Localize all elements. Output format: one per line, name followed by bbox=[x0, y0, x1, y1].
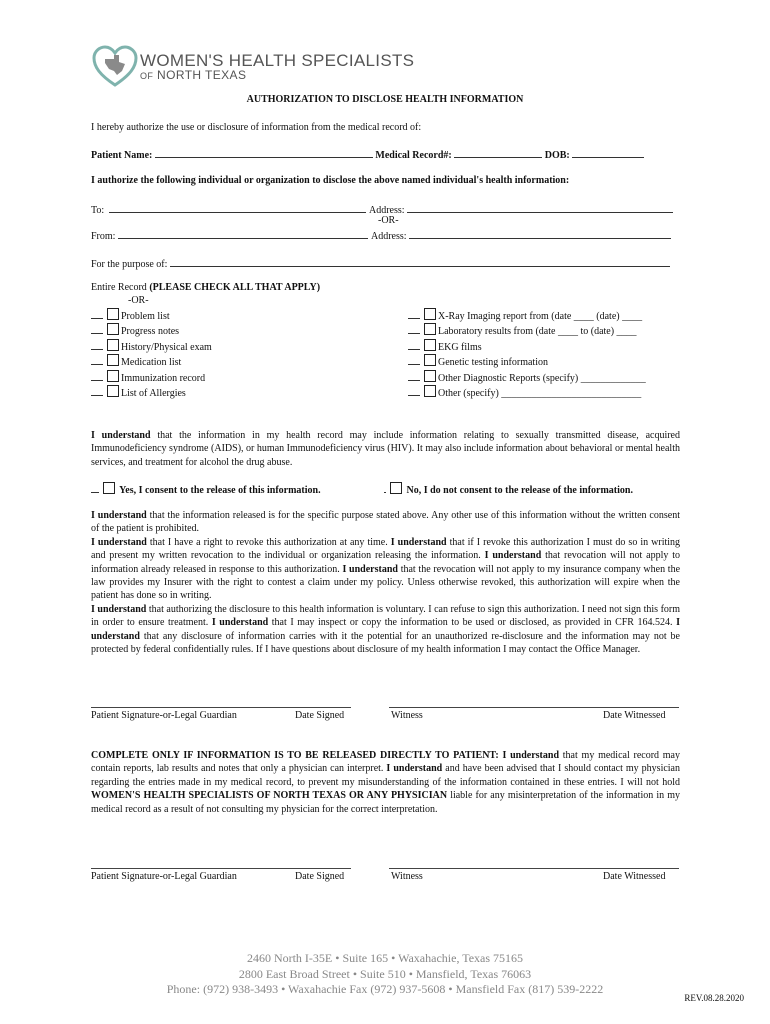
address-field-1[interactable] bbox=[407, 203, 673, 213]
entire-record-row bbox=[91, 282, 320, 293]
patient-signature-line-2[interactable] bbox=[91, 868, 351, 869]
patient-signature-label: Patient Signature-or-Legal Guardian bbox=[91, 710, 237, 721]
checkbox[interactable] bbox=[424, 370, 436, 382]
checklist-item[interactable]: Laboratory results from (date ____ to (date) ____ bbox=[408, 323, 646, 338]
checkbox[interactable] bbox=[424, 385, 436, 397]
checklist-item[interactable]: History/Physical exam bbox=[91, 339, 212, 354]
or-label-2: -OR- bbox=[128, 295, 149, 306]
patient-info-row bbox=[91, 148, 644, 161]
checkbox[interactable] bbox=[107, 339, 119, 351]
intro-text: I hereby authorize the use or disclosure of information from the medical record of: bbox=[91, 122, 422, 133]
to-row bbox=[91, 203, 366, 216]
date-signed-label: Date Signed bbox=[295, 710, 345, 721]
authorize-heading: I authorize the following individual or organization to disclose the above named individual's health information: bbox=[91, 175, 570, 186]
address-field-2[interactable] bbox=[409, 229, 671, 239]
purpose-field[interactable] bbox=[170, 257, 670, 267]
from-label: From: bbox=[91, 231, 116, 242]
consent-no[interactable] bbox=[384, 482, 633, 496]
purpose-label: For the purpose of: bbox=[91, 259, 168, 270]
date-signed-label-2: Date Signed bbox=[295, 871, 345, 882]
checkbox[interactable] bbox=[107, 308, 119, 320]
witness-label: Witness bbox=[391, 710, 423, 721]
footer-address bbox=[0, 951, 770, 998]
dob-field[interactable] bbox=[572, 148, 644, 158]
address-label-2: Address: bbox=[371, 231, 407, 242]
patient-name-label: Patient Name: bbox=[91, 150, 153, 161]
consent-yes-label: Yes, I consent to the release of this information. bbox=[119, 485, 321, 496]
left-checklist bbox=[91, 308, 212, 400]
address-row-2 bbox=[371, 229, 671, 242]
medical-record-field[interactable] bbox=[454, 148, 542, 158]
checklist-item[interactable]: List of Allergies bbox=[91, 385, 212, 400]
checklist-item[interactable]: Medication list bbox=[91, 354, 212, 369]
from-field[interactable] bbox=[118, 229, 368, 239]
medical-record-label: Medical Record#: bbox=[375, 150, 452, 161]
patient-signature-line[interactable] bbox=[91, 707, 351, 708]
witness-signature-line[interactable] bbox=[389, 707, 679, 708]
address-label: Address: bbox=[369, 205, 405, 216]
checklist-item[interactable]: Other (specify) ____________________________ bbox=[408, 385, 646, 400]
witness-label-2: Witness bbox=[391, 871, 423, 882]
to-field[interactable] bbox=[109, 203, 366, 213]
checkbox[interactable] bbox=[424, 308, 436, 320]
address-row-1 bbox=[369, 203, 673, 216]
check-all-note: (PLEASE CHECK ALL THAT APPLY) bbox=[149, 282, 321, 293]
checklist-item[interactable]: Problem list bbox=[91, 308, 212, 323]
checklist-item[interactable]: EKG films bbox=[408, 339, 646, 354]
checklist-item[interactable]: Other Diagnostic Reports (specify) _____________ bbox=[408, 370, 646, 385]
to-label: To: bbox=[91, 205, 105, 216]
checklist-item[interactable]: Progress notes bbox=[91, 323, 212, 338]
checkbox[interactable] bbox=[424, 354, 436, 366]
consent-no-label: No, I do not consent to the release of the information. bbox=[406, 485, 633, 496]
consent-yes-checkbox[interactable] bbox=[103, 482, 115, 494]
right-checklist bbox=[408, 308, 646, 400]
dob-label: DOB: bbox=[544, 150, 570, 161]
page-title: AUTHORIZATION TO DISCLOSE HEALTH INFORMATION bbox=[246, 94, 524, 105]
checkbox[interactable] bbox=[424, 323, 436, 335]
date-witnessed-label: Date Witnessed bbox=[603, 710, 666, 721]
patient-name-field[interactable] bbox=[155, 148, 373, 158]
checkbox[interactable] bbox=[107, 323, 119, 335]
revision-label: REV.08.28.2020 bbox=[684, 993, 744, 1003]
footer-line-3: Phone: (972) 938-3493 • Waxahachie Fax (972) 937-5608 • Mansfield Fax (817) 539-2222 bbox=[166, 982, 604, 996]
understand-paragraph-2: I understand that the information released is for the specific purpose stated above. Any other use of this information without the written consent of the patient is prohibited. I understand that I have a right to revoke this authorization at any time. I understand that if I revoke this authorization I must do so in writing and present my written revocation to the individual or organization releasing the information. I understand that revocation will not apply to information already released in response to this authorization. I understand that the revocation will not apply to my insurance company when the law provides my Insurer with the right to contest a claim under my policy. Unless otherwise revoked, this authorization will expire when the patient has done so in writing. I understand that authorizing the disclosure to this health information is voluntary. I can refuse to sign this authorization. I need not sign this form in order to ensure treatment. I understand that I may inspect or copy the information to be used or disclosed, as provided in CFR 164.524. I understand that any disclosure of information carries with it the potential for an unauthorized re-disclosure and the information may not be protected by federal confidentially rules. If I have questions about disclosure of my health information I may contact the Office Manager. bbox=[91, 510, 681, 656]
complete-paragraph: COMPLETE ONLY IF INFORMATION IS TO BE RELEASED DIRECTLY TO PATIENT: I understand that my medical record may contain reports, lab results and notes that only a physician can interpret. I understand and have been advised that I should contact my physician regarding the entries made in my medical record, to prevent my misunderstanding of the information contained in these entries. I will not hold WOMEN'S HEALTH SPECIALISTS OF NORTH TEXAS OR ANY PHYSICIAN liable for any misinterpretation of the information in my medical record as a result of not consulting my physician for the correct interpretation. bbox=[91, 750, 680, 815]
understand-paragraph-1: I understand that the information in my health record may include information relating to sexually transmitted disease, acquired Immunodeficiency syndrome (AIDS), or human Immunodeficiency virus (HIV). It may also include information about behavioral or mental health services, and treatment for alcohol the drug abuse. bbox=[91, 430, 680, 468]
entire-record-label: Entire Record bbox=[91, 282, 147, 293]
heart-texas-icon bbox=[92, 45, 138, 89]
checkbox[interactable] bbox=[107, 370, 119, 382]
footer-line-2: 2800 East Broad Street • Suite 510 • Mansfield, Texas 76063 bbox=[238, 966, 532, 981]
checklist-item[interactable]: Genetic testing information bbox=[408, 354, 646, 369]
witness-signature-line-2[interactable] bbox=[389, 868, 679, 869]
or-label: -OR- bbox=[378, 215, 399, 226]
purpose-row bbox=[91, 257, 670, 270]
logo-subtitle: OF NORTH TEXAS bbox=[140, 68, 247, 82]
patient-signature-label-2: Patient Signature-or-Legal Guardian bbox=[91, 871, 237, 882]
checklist-item[interactable]: Immunization record bbox=[91, 370, 212, 385]
footer-line-1: 2460 North I-35E • Suite 165 • Waxahachie, Texas 75165 bbox=[246, 951, 524, 965]
checkbox[interactable] bbox=[107, 354, 119, 366]
from-row bbox=[91, 229, 368, 242]
checkbox[interactable] bbox=[107, 385, 119, 397]
date-witnessed-label-2: Date Witnessed bbox=[603, 871, 666, 882]
consent-yes[interactable] bbox=[91, 482, 321, 496]
consent-no-checkbox[interactable] bbox=[390, 482, 402, 494]
logo-title: WOMEN'S HEALTH SPECIALISTS bbox=[140, 51, 415, 70]
checklist-item[interactable]: X-Ray Imaging report from (date ____ (date) ____ bbox=[408, 308, 646, 323]
checkbox[interactable] bbox=[424, 339, 436, 351]
